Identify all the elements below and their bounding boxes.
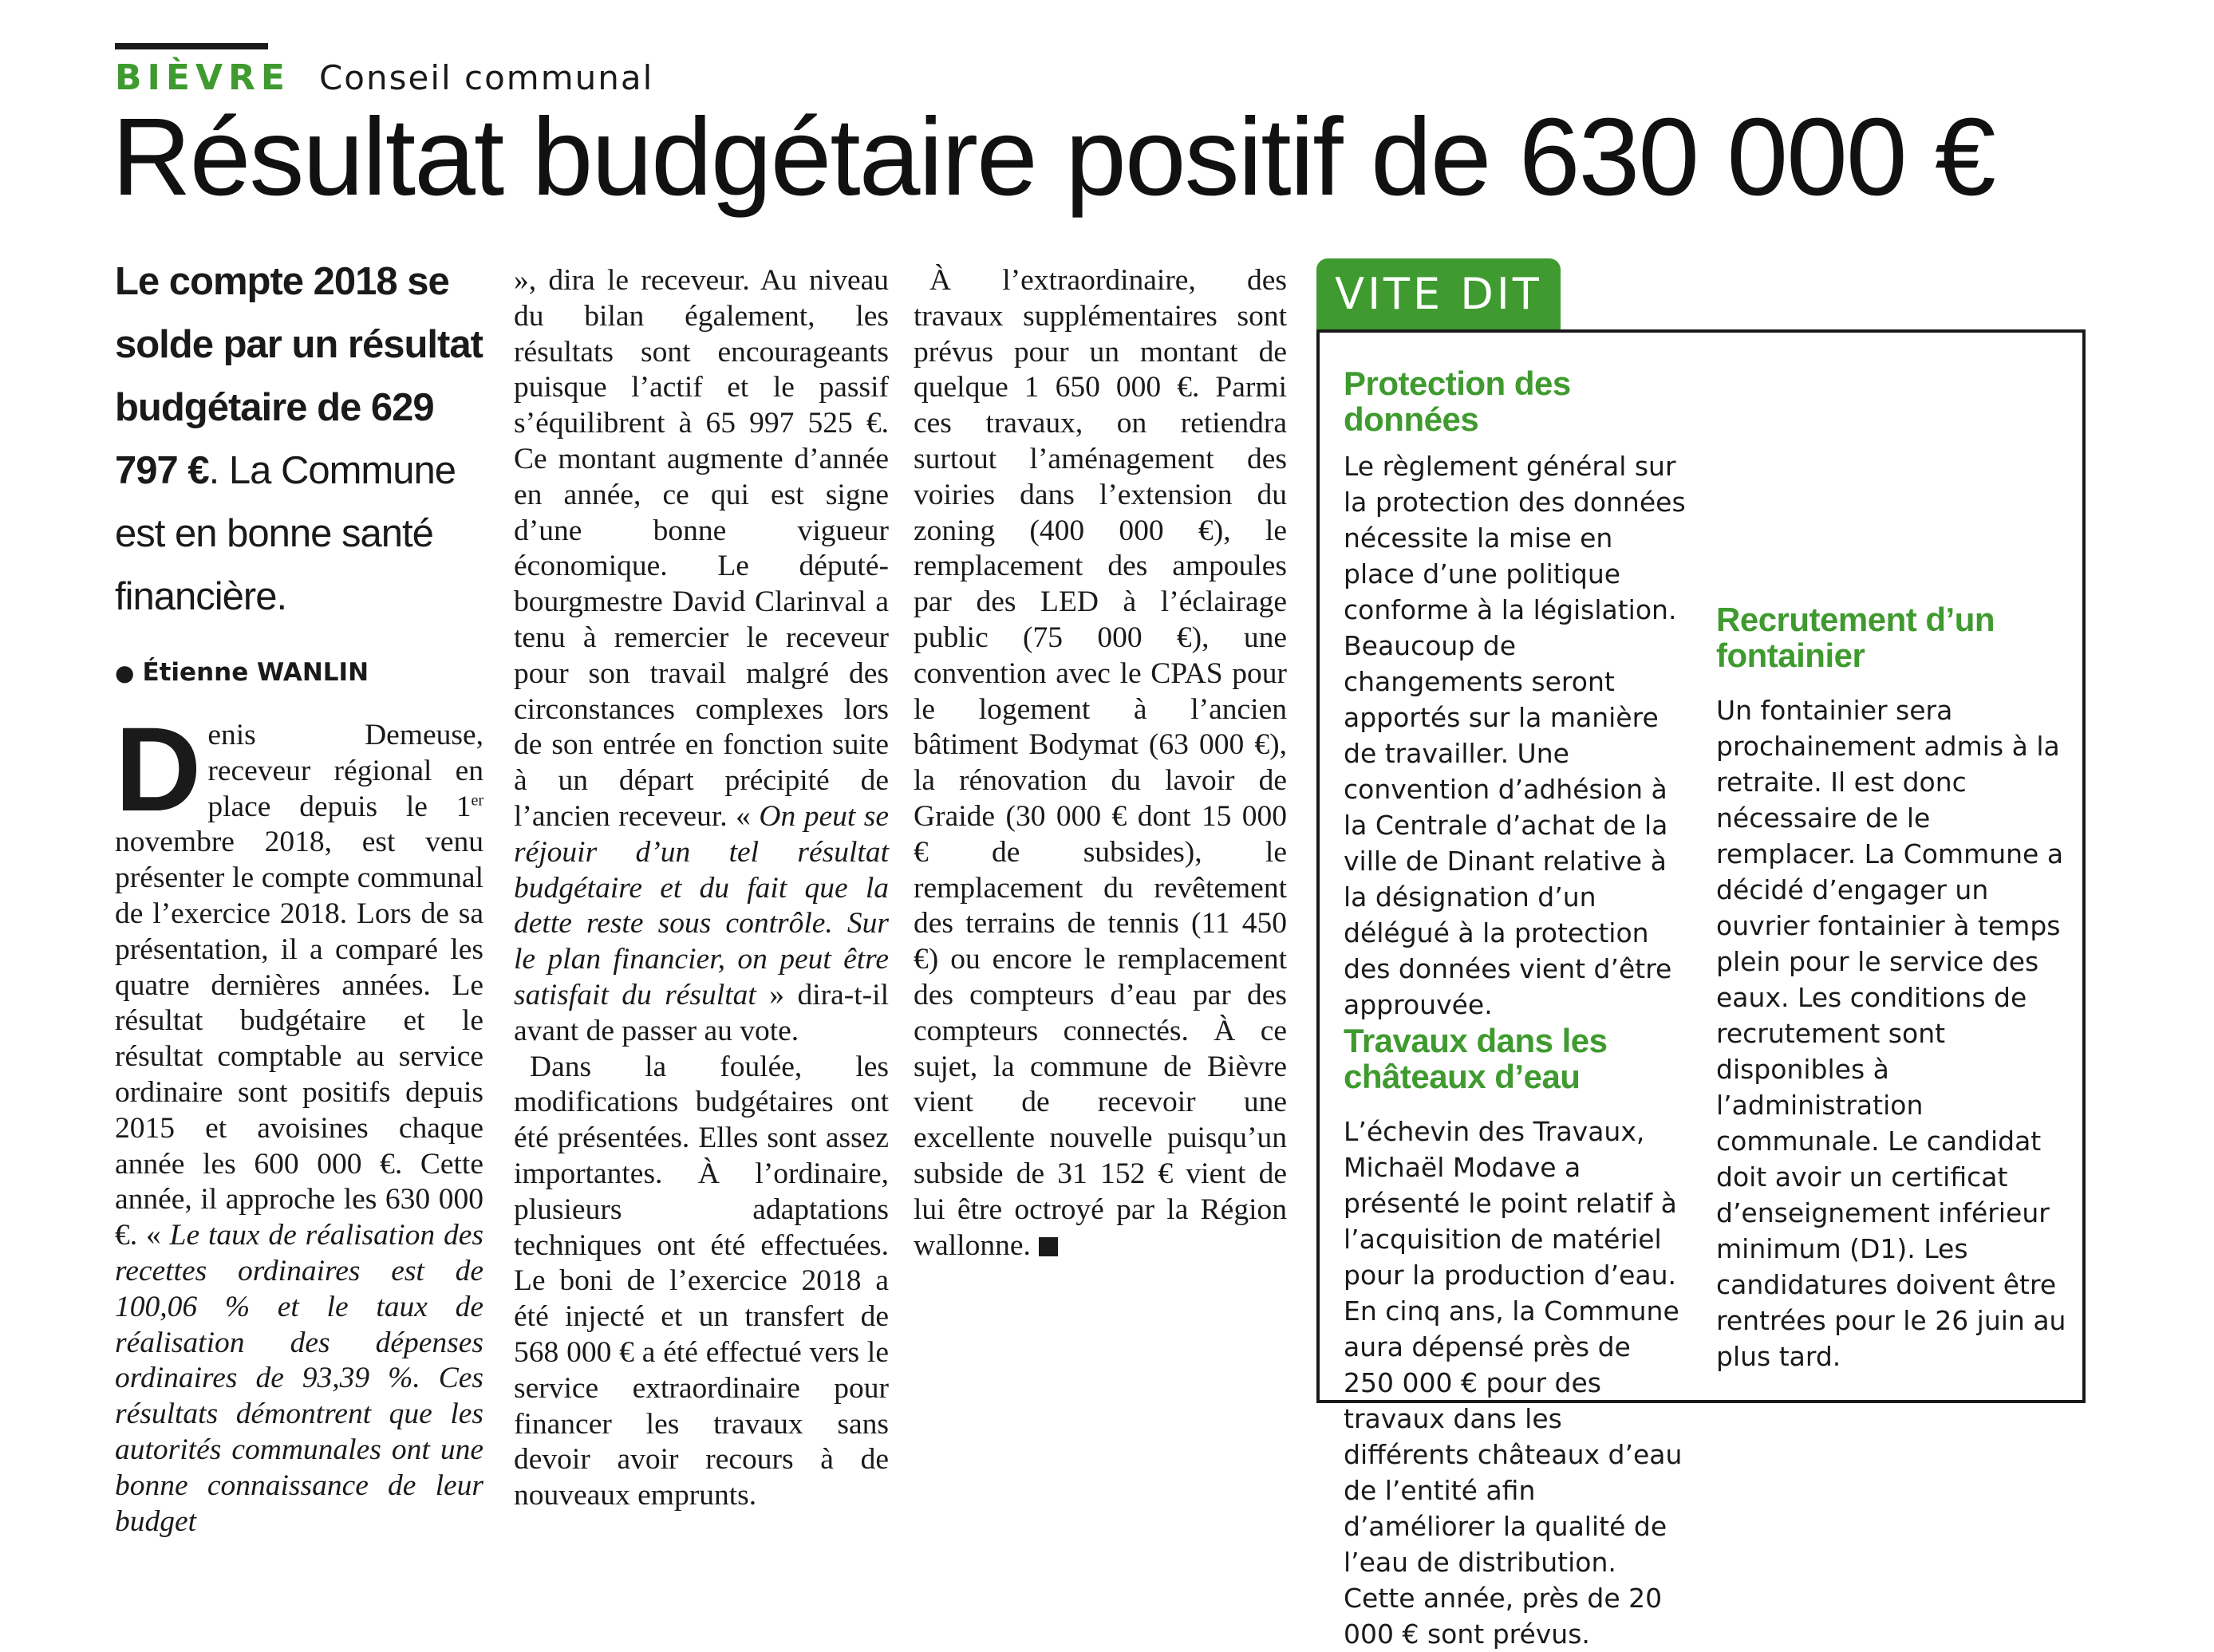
- byline: [115, 658, 369, 687]
- col2-paragraph-2: Dans la foulée, les modifications budgétaires ont été présentées. Elles sont assez importantes. À l’ordinaire, plusieurs adaptations techniques ont été effectuées. Le boni de l’exercice 2018 a été injecté et un transfert de 568 000 € a été effectué vers le service extraordinaire pour financer les travaux sans devoir avoir recours à de nouveaux emprunts.: [514, 1050, 889, 1512]
- article-column-2: [514, 263, 889, 1514]
- col1-quote: Le taux de réalisation des recettes ordinaires est de 100,06 % et le taux de réalisation des dépenses ordinaires de 93,39 %. Ces résultats démontrent que les autorités communales ont une bonne connaissance de leur budget: [115, 1219, 484, 1538]
- top-rule: [115, 43, 268, 49]
- brief-heading-recrutement: Recrutement d’un fontainier: [1716, 601, 1995, 674]
- brief-text-recrutement: Un fontainier sera prochainement admis à la retraite. Il est donc nécessaire de le remplacer. La Commune a décidé d’engager un ouvrier fontainier à temps plein pour le service des eaux. Les conditions de recrutement sont disponibles à l’administration communale. Le candidat doit avoir un certificat d’enseignement inférieur minimum (D1). Les candidatures doivent être rentrées pour le 26 juin au plus tard.: [1716, 695, 2066, 1372]
- col2-text-a: », dira le receveur. Au niveau du bilan également, les résultats sont encourageants puisque l’actif et le passif s’équilibrent à 65 997 525 €. Ce montant augmente d’année en année, ce qui est signe d’une bonne vigueur économique. Le député-bourgmestre David Clarinval a tenu à remercier le receveur pour son travail malgré des circonstances complexes lors de son entrée en fonction suite à un départ précipité de l’ancien receveur. «: [514, 264, 889, 833]
- brief-text-travaux: L’échevin des Travaux, Michaël Modave a présenté le point relatif à l’acquisition de matériel pour la production d’eau. En cinq ans, la Commune aura dépensé près de 250 000 € pour des travaux dans les différents châteaux d’eau de l’entité afin d’améliorer la qualité de l’eau de distribution. Cette année, près de 20 000 € sont prévus.: [1344, 1116, 1683, 1650]
- col1-text-b: novembre 2018, est venu présenter le compte communal de l’exercice 2018. Lors de sa présentation, il a comparé les quatre dernières années. Le résultat budgétaire et le résultat comptable au service ordinaire sont positifs depuis 2015 et avoisines chaque année les 600 000 €. Cette année, il approche les 630 000 €. «: [115, 826, 483, 1252]
- vite-dit-column-1: [1344, 365, 1687, 1652]
- brief-heading-protection: Protection des données: [1344, 365, 1571, 438]
- vite-dit-column-2: [1716, 372, 2067, 1374]
- lead-paragraph: [115, 250, 498, 629]
- col3-paragraph: À l’extraordinaire, des travaux supplémentaires sont prévus pour un montant de quelque 1 650 000 €. Parmi ces travaux, on retiendra surtout l’aménagement des voiries dans l’extension du zoning (400 000 €), le remplacement des ampoules par des LED à l’éclairage public (75 000 €), une convention avec le CPAS pour le logement à l’ancien bâtiment Bodymat (63 000 €), la rénovation du lavoir de Graide (30 000 € dont 15 000 € de subsides), le remplacement du revêtement des terrains de tennis (11 450 €) ou encore le remplacement des compteurs d’eau par des compteurs connectés. À ce sujet, la commune de Bièvre vient de recevoir une excellente nouvelle puisqu’un subside de 31 152 € vient de lui être octroyé par la Région wallonne.: [914, 264, 1287, 1262]
- section-label: Conseil communal: [318, 58, 654, 97]
- author-name: Étienne WANLIN: [142, 658, 369, 687]
- dropcap: D: [115, 702, 199, 836]
- article-column-3: [914, 263, 1287, 1264]
- end-mark-icon: [1039, 1237, 1058, 1256]
- lead-rest: . La Commune est en bonne santé financière.: [115, 449, 456, 618]
- bullet-icon: ●: [115, 660, 135, 686]
- brief-heading-travaux: Travaux dans les châteaux d’eau: [1344, 1022, 1608, 1095]
- lead-bold: Le compte 2018 se solde par un résultat budgétaire de 629 797 €: [115, 260, 483, 492]
- col1-text-a: enis Demeuse, receveur régional en place depuis le 1: [207, 719, 483, 823]
- brief-text-protection: Le règlement général sur la protection des données nécessite la mise en place d’une politique conforme à la législation. Beaucoup de changements seront apportés sur la manière de travailler. Une convention d’adhésion à la Centrale d’achat de la ville de Dinant relative à la désignation d’un délégué à la protection des données vient d’être approuvée.: [1344, 451, 1686, 1020]
- place-label: BIÈVRE: [115, 57, 290, 98]
- kicker: [115, 57, 653, 98]
- brief-continuation-spacer: [1716, 372, 2067, 601]
- col2-quote: On peut se réjouir d’un tel résultat budgétaire et du fait que la dette reste sous contrôle. Sur le plan financier, on peut être satisfait du résultat: [514, 799, 889, 1011]
- col2-text-b: » dira-t-il avant de passer au vote.: [514, 978, 889, 1047]
- col1-sup: er: [471, 791, 483, 810]
- vite-dit-tab: VITE DIT: [1316, 258, 1561, 329]
- article-column-1: [115, 702, 484, 1540]
- headline: Résultat budgétaire positif de 630 000 €: [112, 96, 1995, 219]
